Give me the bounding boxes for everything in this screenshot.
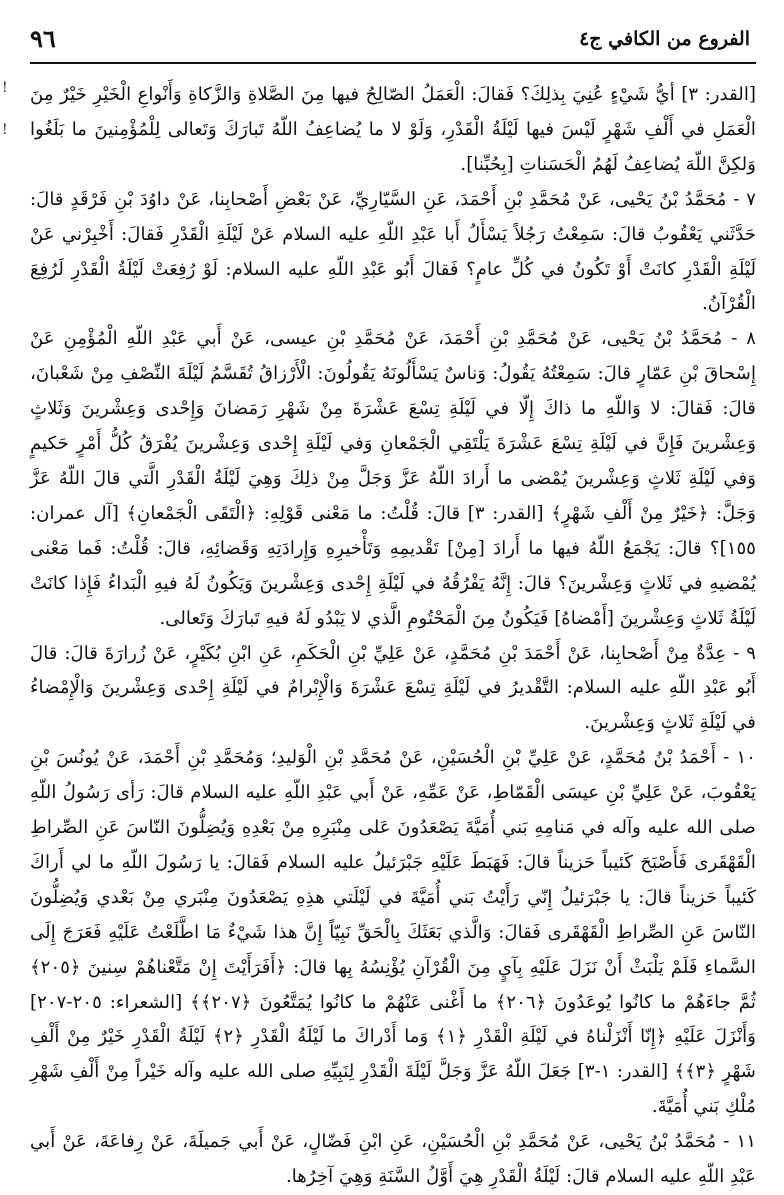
- running-title: الفروع من الكافي ج٤: [579, 28, 750, 50]
- margin-mark: !: [2, 80, 8, 96]
- hadith-7: ٧ - مُحَمَّدُ بْنُ يَحْيى، عَنْ مُحَمَّدِ بْنِ أَحْمَدَ، عَنِ السَّيّارِيِّ، عَنْ بَعْضِ أَصْحابِنا، عَنْ داوُدَ بْنِ فَرْقَدٍ قالَ: حَدَّثَني يَعْقُوبُ قالَ: سَمِعْتُ رَجُلاً يَسْأَلُ أَبا عَبْدِ اللّهِ عليه السلام عَنْ لَيْلَةِ الْقَدْرِ فَقالَ: أَخْبِرْني عَنْ لَيْلَةِ الْقَدْرِ كانَتْ أَوْ تَكُونُ في كُلِّ عامٍ؟ فَقالَ أَبُو عَبْدِ اللّهِ عليه السلام: لَوْ رُفِعَتْ لَيْلَةُ الْقَدْرِ لَرُفِعَ الْقُرْآنُ.: [30, 188, 756, 315]
- page-number: ٩٦: [30, 24, 56, 53]
- page-header: [30, 22, 756, 58]
- hadith-9: ٩ - عِدَّةٌ مِنْ أَصْحابِنا، عَنْ أَحْمَدَ بْنِ مُحَمَّدٍ، عَنْ عَلِيِّ بْنِ الْحَكَمِ، عَنِ ابْنِ بُكَيْرٍ، عَنْ زُرارَةَ قالَ: قالَ أَبُو عَبْدِ اللّهِ عليه السلام: التَّقْديرُ في لَيْلَةِ تِسْعَ عَشْرَةَ وَالْإِبْرامُ في لَيْلَةِ إِحْدى وَعِشْرينَ وَالْإِمْضاءُ في لَيْلَةِ ثَلاثٍ وَعِشْرينَ.: [30, 642, 756, 734]
- header-rule: [30, 62, 756, 64]
- hadith-10: ١٠ - أَحْمَدُ بْنُ مُحَمَّدٍ، عَنْ عَلِيِّ بْنِ الْحُسَيْنِ، عَنْ مُحَمَّدِ بْنِ الْوَليدِ؛ وَمُحَمَّدِ بْنِ أَحْمَدَ، عَنْ يُونُسَ بْنِ يَعْقُوبَ، عَنْ عَلِيِّ بْنِ عيسَى الْقَمّاطِ، عَنْ عَمِّهِ، عَنْ أَبي عَبْدِ اللّهِ عليه السلام قالَ: رَأى رَسُولُ اللّهِ صلى الله عليه وآله في مَنامِهِ بَني أُمَيَّةَ يَصْعَدُونَ عَلى مِنْبَرِهِ مِنْ بَعْدِهِ وَيُضِلُّونَ النّاسَ عَنِ الصِّراطِ الْقَهْقَرى فَأَصْبَحَ كَئيباً حَزيناً قالَ: فَهَبَطَ عَلَيْهِ جَبْرَئيلُ عليه السلام فَقالَ: يا رَسُولَ اللّهِ ما لي أَراكَ كَئيباً حَزيناً قالَ: يا جَبْرَئيلُ إِنّي رَأَيْتُ بَني أُمَيَّةَ في لَيْلَتي هذِهِ يَصْعَدُونَ مِنْبَري مِنْ بَعْدي وَيُضِلُّونَ النّاسَ عَنِ الصِّراطِ الْقَهْقَرى فَقالَ: وَالَّذي بَعَثَكَ بِالْحَقِّ نَبِيّاً إِنَّ هذا شَيْءٌ مَا اطَّلَعْتُ عَلَيْهِ فَعَرَجَ إِلَى السَّماءِ فَلَمْ يَلْبَثْ أَنْ نَزَلَ عَلَيْهِ بِآيٍ مِنَ الْقُرْآنِ يُؤْنِسُهُ بِها قالَ: ﴿أَفَرَأَيْتَ إِنْ مَتَّعْناهُمْ سِنينَ ﴿٢٠٥﴾ ثُمَّ جاءَهُمْ ما كانُوا يُوعَدُونَ ﴿٢٠٦﴾ ما أَغْنى عَنْهُمْ ما كانُوا يُمَتَّعُونَ ﴿٢٠٧﴾﴾ [الشعراء: ٢٠٥-٢٠٧] وَأَنْزَلَ عَلَيْهِ ﴿إِنّا أَنْزَلْناهُ في لَيْلَةِ الْقَدْرِ ﴿١﴾ وَما أَدْراكَ ما لَيْلَةُ الْقَدْرِ ﴿٢﴾ لَيْلَةُ الْقَدْرِ خَيْرٌ مِنْ أَلْفِ شَهْرٍ ﴿٣﴾﴾ [القدر: ١-٣] جَعَلَ اللّهُ عَزَّ وَجَلَّ لَيْلَةَ الْقَدْرِ لِنَبِيِّهِ صلى الله عليه وآله خَيْراً مِنْ أَلْفِ شَهْرِ مُلْكِ بَني أُمَيَّةَ.: [30, 747, 757, 1118]
- margin-mark: !: [2, 122, 8, 138]
- page-body: [30, 78, 756, 1195]
- hadith-11: ١١ - مُحَمَّدُ بْنُ يَحْيى، عَنْ مُحَمَّدِ بْنِ الْحُسَيْنِ، عَنِ ابْنِ فَضّالٍ، عَنْ أَبي جَميلَةَ، عَنْ رِفاعَةَ، عَنْ أَبي عَبْدِ اللّهِ عليه السلام قالَ: لَيْلَةُ الْقَدْرِ هِيَ أَوَّلُ السَّنَةِ وَهِيَ آخِرُها.: [30, 1131, 756, 1188]
- paragraph-continuation: [القدر: ٣] أيُّ شَيْءٍ عُنِيَ بِذلِكَ؟ فَقالَ: الْعَمَلُ الصّالِحُ فيها مِنَ الصَّلاةِ وَالزَّكاةِ وَأَنْواعِ الْخَيْرِ خَيْرٌ مِنَ الْعَمَلِ في أَلْفِ شَهْرٍ لَيْسَ فيها لَيْلَةُ الْقَدْرِ، وَلَوْ لا ما يُضاعِفُ اللّهُ تَبارَكَ وَتَعالى لِلْمُؤْمِنينَ ما بَلَغُوا وَلكِنَّ اللّهَ يُضاعِفُ لَهُمُ الْحَسَناتِ [بِحُبِّنا].: [30, 84, 756, 175]
- hadith-8: ٨ - مُحَمَّدُ بْنُ يَحْيى، عَنْ مُحَمَّدِ بْنِ أَحْمَدَ، عَنْ مُحَمَّدِ بْنِ عيسى، عَنْ أَبي عَبْدِ اللّهِ الْمُؤْمِنِ عَنْ إِسْحاقَ بْنِ عَمّارٍ قالَ: سَمِعْتُهُ يَقُولُ: وَناسٌ يَسْأَلُونَهُ يَقُولُونَ: الْأَرْزاقُ تُقَسَّمُ لَيْلَةَ النِّصْفِ مِنْ شَعْبانَ، قالَ: فَقالَ: لا وَاللّهِ ما ذاكَ إِلّا في لَيْلَةِ تِسْعَ عَشْرَةَ مِنْ شَهْرِ رَمَضانَ وَإِحْدى وَعِشْرينَ وَثَلاثٍ وَعِشْرينَ فَإِنَّ في لَيْلَةِ تِسْعَ عَشْرَةَ يَلْتَقِي الْجَمْعانِ وَفي لَيْلَةِ إِحْدى وَعِشْرينَ يُفْرَقُ كُلُّ أَمْرٍ حَكيمٍ وَفي لَيْلَةِ ثَلاثٍ وَعِشْرينَ يُمْضى ما أَرادَ اللّهُ عَزَّ وَجَلَّ مِنْ ذلِكَ وَهِيَ لَيْلَةُ الْقَدْرِ الَّتي قالَ اللّهُ عَزَّ وَجَلَّ: ﴿خَيْرٌ مِنْ أَلْفِ شَهْرٍ﴾ [القدر: ٣] قالَ: قُلْتُ: ما مَعْنى قَوْلِهِ: ﴿الْتَقَى الْجَمْعانِ﴾ [آل عمران: ١٥٥]؟ قالَ: يَجْمَعُ اللّهُ فيها ما أَرادَ [مِنْ] تَقْديمِهِ وَتَأْخيرِهِ وَإِرادَتِهِ وَقَضائِهِ، قالَ: قُلْتُ: فَما مَعْنى يُمْضيهِ في ثَلاثٍ وَعِشْرينَ؟ قالَ: إِنَّهُ يَفْرُقُهُ في لَيْلَةِ إِحْدى وَعِشْرينَ وَيَكُونُ لَهُ فيهِ الْبَداءُ فَإِذا كانَتْ لَيْلَةُ ثَلاثٍ وَعِشْرينَ [أَمْضاهُ] فَيَكُونُ مِنَ الْمَحْتُومِ الَّذي لا يَبْدُو لَهُ فيهِ تَبارَكَ وَتَعالى.: [30, 328, 756, 629]
